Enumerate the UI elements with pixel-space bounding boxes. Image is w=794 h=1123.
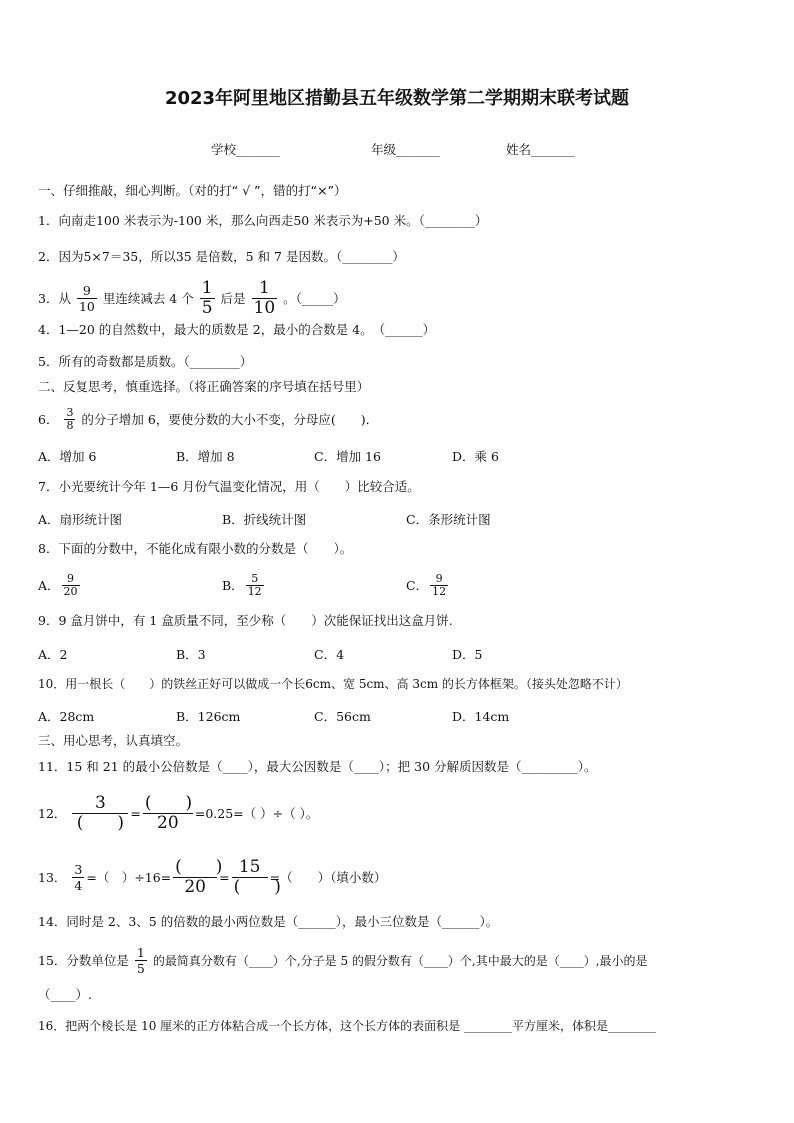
name-field[interactable]: 姓名_______ [506,142,575,157]
question-5: 5．所有的奇数都是质数。（________） [38,354,253,369]
question-9: 9．9 盒月饼中，有 1 盒质量不同，至少称（ ）次能保证找出这盒月饼. [38,613,453,628]
question-8: 8．下面的分数中，不能化成有限小数的分数是（ ）。 [38,541,353,556]
question-1: 1．向南走100 米表示为-100 米，那么向西走50 米表示为+50 米。（________） [38,213,488,228]
q10-option-a[interactable]: A．28cm [38,709,95,724]
section-3-heading: 三、用心思考，认真填空。 [38,733,189,748]
question-10: 10．用一根长（ ）的铁丝正好可以做成一个长6cm、宽 5cm、高 3cm 的长方体框架。（接头处忽略不计） [38,677,628,691]
q6-option-b[interactable]: B．增加 8 [176,449,235,464]
fraction-3-blank: 3 ( ) [72,794,128,833]
q6-option-d[interactable]: D．乘 6 [452,449,499,464]
question-2: 2．因为5×7＝35，所以35 是倍数，5 和 7 是因数。（________） [38,249,405,264]
q13-tail: =（ ）（填小数） [269,869,387,885]
q8-option-a[interactable]: A． $\frac{9}{20}$ [38,572,78,598]
question-7: 7．小光要统计今年 1—6 月份气温变化情况，用（ ）比较合适。 [38,479,420,494]
question-3 [38,278,346,319]
q8-option-b[interactable]: B． $\frac{5}{12}$ [222,572,262,598]
q10-option-c[interactable]: C．56cm [314,709,371,724]
q15-prefix: 15．分数单位是 [38,952,129,968]
fraction-3-8: $\frac{3}{8}$ [66,406,74,432]
school-field[interactable]: 学校_______ [211,142,280,157]
section-2-heading: 二、反复思考，慎重选择。（将正确答案的序号填在括号里） [38,379,370,394]
q6-option-a[interactable]: A．增加 6 [38,449,97,464]
question-15 [38,940,648,981]
question-16: 16．把两个棱长是 10 厘米的正方体粘合成一个长方体，这个长方体的表面积是 ________平方厘米，体积是________ [38,1019,656,1033]
q3-prefix: 3．从 [38,290,71,306]
question-4: 4．1—20 的自然数中，最大的质数是 2，最小的合数是 4。 （______） [38,322,436,337]
question-13: 13． $\frac{3}{4}$ =（ ）÷16= ( ) 20 = 15 ( ) =（ ）（填小数） [38,855,386,900]
q9-option-a[interactable]: A．2 [38,647,68,662]
fraction-1-10: $\frac{1}{10}$ [253,278,276,318]
q6-prefix: 6． [38,411,59,427]
fraction-15-blank: 15 ( ) [233,857,281,897]
q10-option-d[interactable]: D．14cm [452,709,510,724]
grade-field[interactable]: 年级_______ [371,142,440,157]
q10-option-b[interactable]: B．126cm [176,709,241,724]
q6-option-c[interactable]: C．增加 16 [314,449,381,464]
q3-middle: 里连续减去 4 个 [102,290,194,306]
fraction-1-5b: $\frac{1}{5}$ [136,945,145,976]
q13-prefix: 13． [38,869,67,885]
page-title: 2023年阿里地区措勤县五年级数学第二学期期末联考试题 [164,88,630,109]
fraction-9-10: $\frac{9}{10}$ [78,283,95,314]
q8-option-c[interactable]: C． $\frac{9}{12}$ [406,572,447,598]
fraction-blank-20: ( ) 20 [144,793,193,833]
q12-tail: =0.25=（ ）÷（ ）。 [194,805,319,821]
question-6 [38,402,378,437]
question-15-continuation: （____）. [38,987,92,1002]
fraction-1-5: $\frac{1}{5}$ [201,278,213,318]
q9-option-c[interactable]: C．4 [314,647,345,662]
q3-end: 。（_____） [283,290,346,306]
q7-option-a[interactable]: A．扇形统计图 [38,512,123,527]
q9-option-b[interactable]: B．3 [176,647,206,662]
fraction-3-4: $\frac{3}{4}$ [74,862,83,893]
fraction-9-12: $\frac{9}{12}$ [432,572,447,598]
q15-text: 的最简真分数有（____）个,分子是 5 的假分数有（____）个,其中最大的是（____）,最小的是 [152,953,648,968]
q6-text: 的分子增加 6，要使分数的大小不变，分母应( )． [81,411,379,427]
q7-option-c[interactable]: C．条形统计图 [406,512,491,527]
q12-prefix: 12． [38,805,67,821]
q9-option-d[interactable]: D．5 [452,647,483,662]
q3-middle2: 后是 [220,290,246,306]
question-14: 14．同时是 2、3、5 的倍数的最小两位数是（______），最小三位数是（______）。 [38,914,499,929]
question-11: 11．15 和 21 的最小公倍数是（____），最大公因数是（____）；把 30 分解质因数是（_________）。 [38,759,597,774]
section-1-heading: 一、仔细推敲，细心判断。（对的打“ √ ”，错的打“×”） [38,183,347,198]
fraction-5-12: $\frac{5}{12}$ [247,572,262,598]
question-12: 12． 3 ( ) = ( ) 20 =0.25=（ ）÷（ ）。 [38,793,319,833]
fraction-9-20: $\frac{9}{20}$ [63,572,78,598]
q7-option-b[interactable]: B．折线统计图 [222,512,307,527]
fraction-blank-20b: ( ) 20 [175,857,223,897]
